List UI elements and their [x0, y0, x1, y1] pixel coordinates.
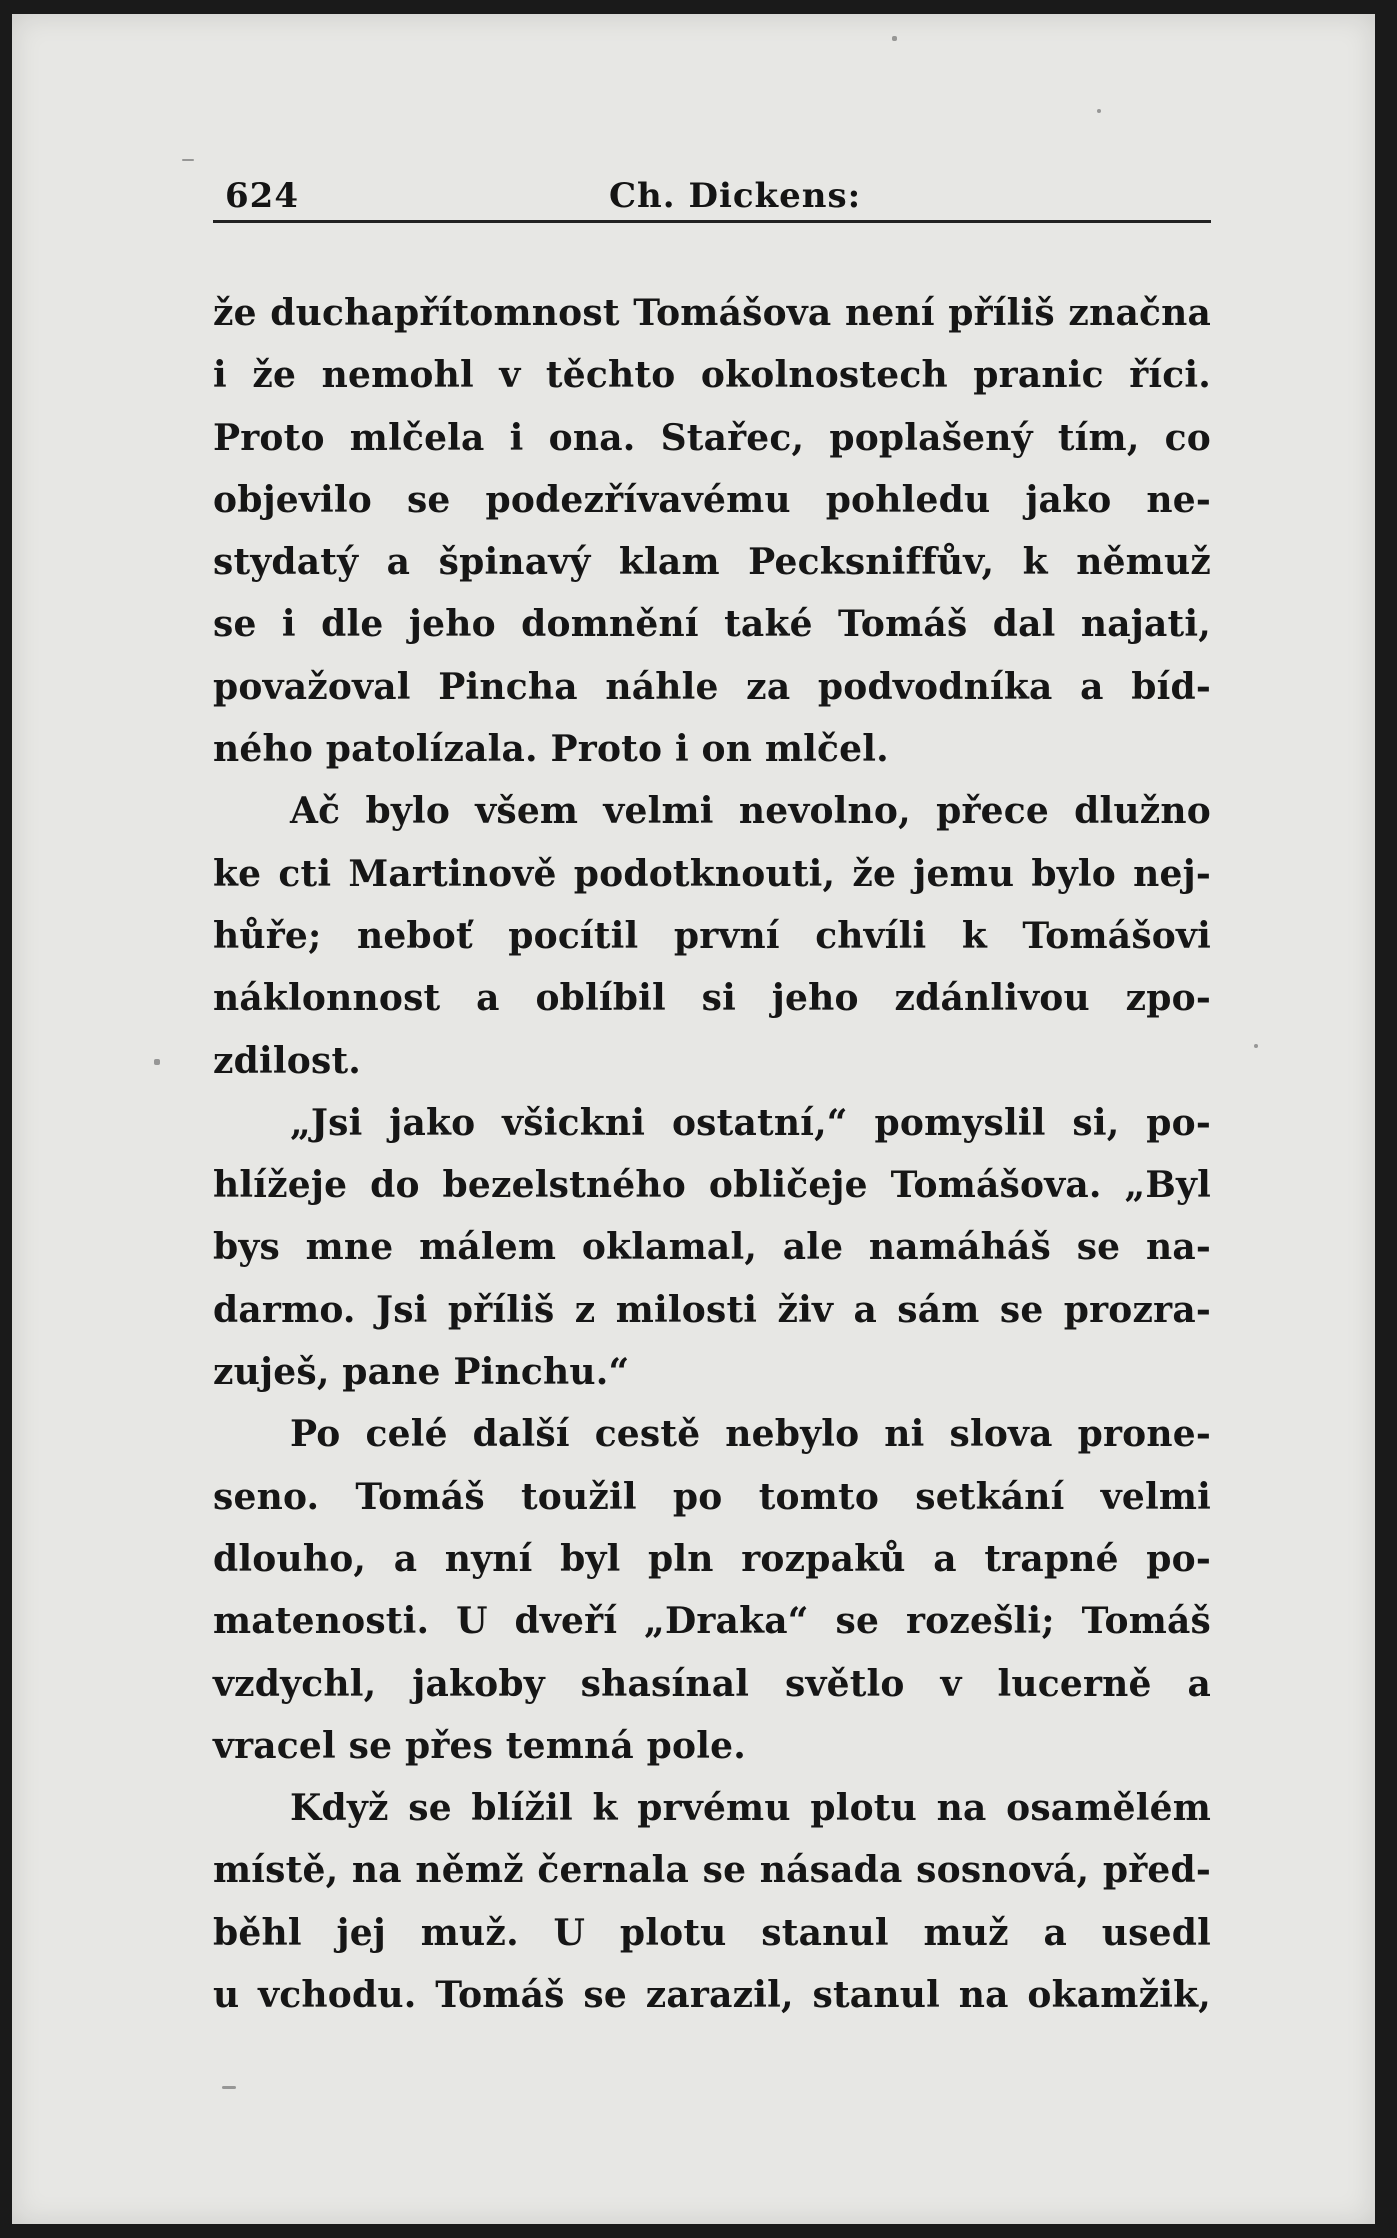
text-line: vzdychl, jakoby shasínal světlo v lucerně a — [213, 1662, 1211, 1705]
text-line: darmo. Jsi příliš z milosti živ a sám se prozra- — [213, 1288, 1211, 1331]
text-line: hůře; neboť pocítil první chvíli k Tomášovi — [213, 914, 1211, 957]
text-line: seno. Tomáš toužil po tomto setkání velmi — [213, 1475, 1211, 1518]
text-line: se i dle jeho domnění také Tomáš dal najati, — [213, 603, 1211, 646]
text-line: vracel se přes temná pole. — [213, 1724, 746, 1767]
text-line: místě, na němž černala se násada sosnová, před- — [213, 1849, 1211, 1892]
text-line: ného patolízala. Proto i on mlčel. — [213, 728, 889, 771]
print-speck — [222, 2086, 236, 2089]
text-line: dlouho, a nyní byl pln rozpaků a trapné po- — [213, 1537, 1211, 1580]
text-line: hlížeje do bezelstného obličeje Tomášova. „Byl — [213, 1164, 1211, 1207]
page-number: 624 — [225, 176, 299, 216]
text-line: Proto mlčela i ona. Stařec, poplašený tím, co — [213, 416, 1211, 459]
text-line: u vchodu. Tomáš se zarazil, stanul na okamžik, — [213, 1974, 1211, 2017]
text-line: bys mne málem oklamal, ale namáháš se na- — [213, 1226, 1211, 1269]
print-speck — [892, 36, 897, 41]
text-line: zdilost. — [213, 1039, 362, 1082]
text-line: běhl jej muž. U plotu stanul muž a usedl — [213, 1911, 1211, 1954]
text-line: „Jsi jako všickni ostatní,“ pomyslil si, po- — [290, 1101, 1211, 1144]
text-line: náklonnost a oblíbil si jeho zdánlivou zpo- — [213, 977, 1211, 1020]
page-header — [225, 176, 1223, 226]
text-line: Když se blížil k prvému plotu na osamělém — [290, 1787, 1211, 1830]
running-head: Ch. Dickens: — [609, 176, 862, 216]
header-rule — [213, 220, 1211, 223]
print-speck — [154, 1059, 160, 1065]
text-line: zuješ, pane Pinchu.“ — [213, 1351, 630, 1394]
text-line: stydatý a špinavý klam Pecksniffův, k němuž — [213, 541, 1211, 584]
body-text — [213, 282, 1211, 2026]
text-line: ke cti Martinově podotknouti, že jemu bylo nej- — [213, 852, 1211, 895]
print-speck — [1254, 1044, 1258, 1048]
text-line: že duchapřítomnost Tomášova není příliš značna — [213, 292, 1211, 334]
text-line: objevilo se podezřívavému pohledu jako ne- — [213, 478, 1211, 521]
print-speck — [1097, 109, 1101, 113]
text-line: i že nemohl v těchto okolnostech pranic říci. — [213, 354, 1211, 397]
text-line: Ač bylo všem velmi nevolno, přece dlužno — [290, 790, 1211, 833]
text-line: Po celé další cestě nebylo ni slova prone- — [290, 1413, 1211, 1456]
print-speck — [182, 159, 194, 161]
text-line: matenosti. U dveří „Draka“ se rozešli; Tomáš — [213, 1600, 1211, 1643]
text-line: považoval Pincha náhle za podvodníka a bíd- — [213, 665, 1211, 708]
